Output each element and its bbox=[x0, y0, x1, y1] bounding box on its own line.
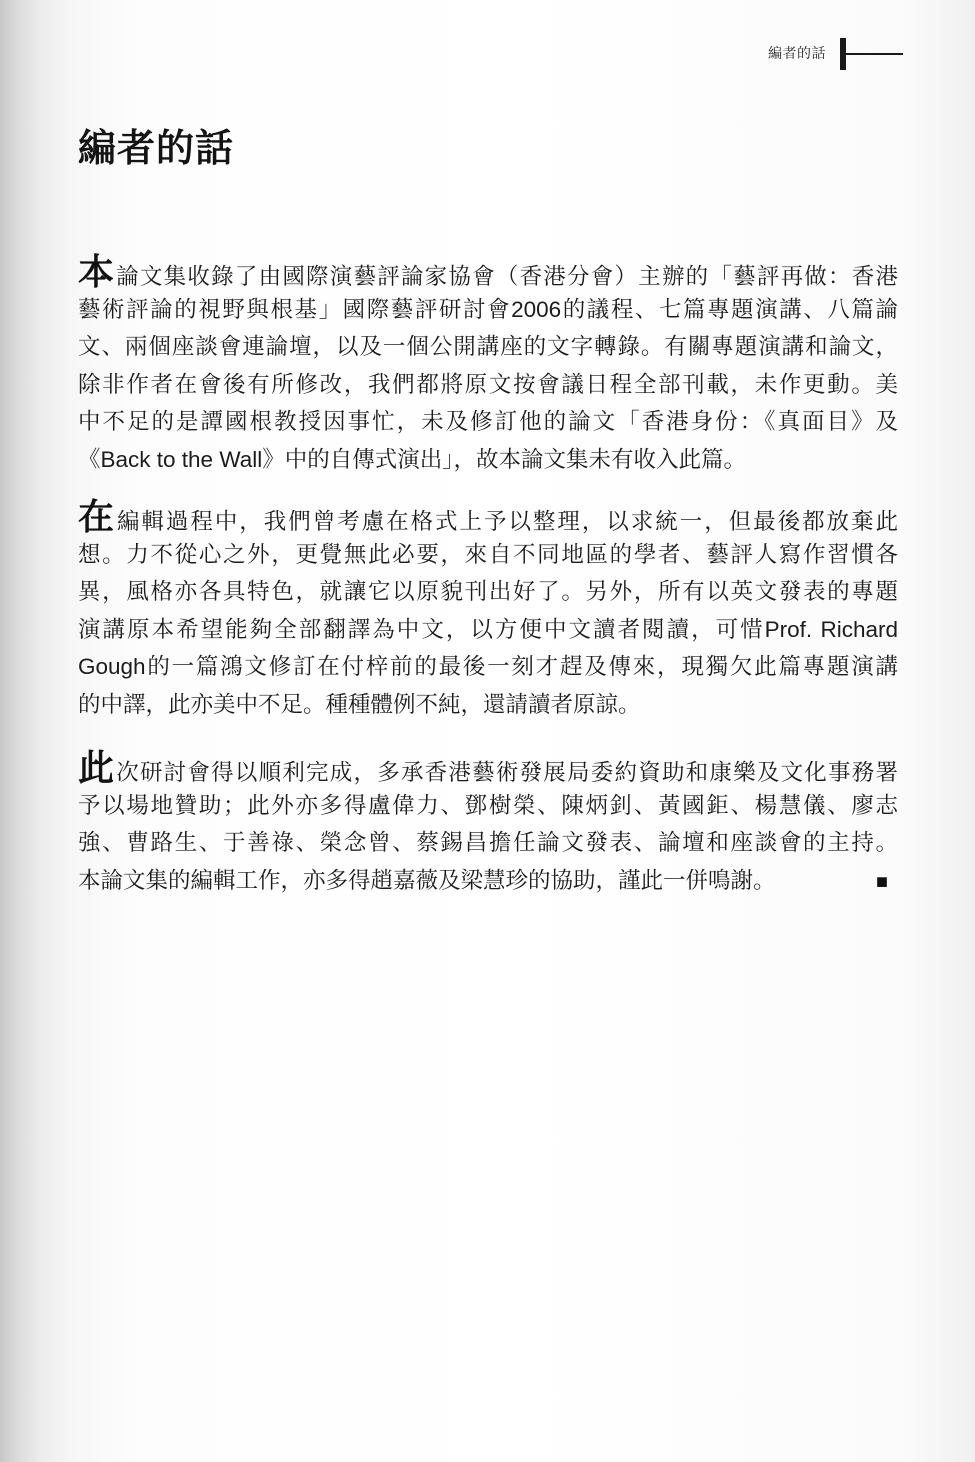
paragraph-2 bbox=[78, 498, 898, 723]
text-line: 予以場地贊助；此外亦多得盧偉力、鄧樹榮、陳炳釗、黃國鉅、楊慧儀、廖志 bbox=[78, 792, 898, 818]
end-mark-icon: ■ bbox=[875, 870, 888, 893]
drop-initial: 在 bbox=[78, 496, 116, 537]
text-line: 強、曹路生、于善祿、榮念曾、蔡錫昌擔任論文發表、論壇和座談會的主持。 bbox=[78, 830, 898, 855]
text-line: 的中譯，此亦美中不足。種種體例不純，還請讀者原諒。 bbox=[78, 691, 641, 717]
line-text: 次研討會得以順利完成，多承香港藝術發展局委約資助和康樂及文化事務署 bbox=[116, 760, 898, 785]
text-line bbox=[78, 749, 898, 787]
drop-initial: 本 bbox=[78, 251, 116, 292]
paragraph-1 bbox=[78, 253, 898, 478]
text-line: 《Back to the Wall》中的自傳式演出」，故本論文集未有收入此篇。 bbox=[78, 446, 746, 472]
text-line: 藝術評論的視野與根基」國際藝評研討會2006的議程、七篇專題演講、八篇論 bbox=[78, 296, 898, 322]
text-line bbox=[78, 862, 898, 900]
text-line: 文、兩個座談會連論壇，以及一個公開講座的文字轉錄。有關專題演講和論文， bbox=[78, 334, 898, 359]
running-head: 編者的話 bbox=[768, 45, 826, 61]
text-line: 想。力不從心之外，更覺無此必要，來自不同地區的學者、藝評人寫作習慣各 bbox=[78, 541, 898, 567]
line-text: 本論文集的編輯工作，亦多得趙嘉薇及梁慧珍的協助，謹此一併鳴謝。 bbox=[78, 867, 776, 893]
text-line: 除非作者在會後有所修改，我們都將原文按會議日程全部刊載，未作更動。美 bbox=[78, 371, 898, 397]
text-line: Gough的一篇鴻文修訂在付梓前的最後一刻才趕及傳來，現獨欠此篇專題演講 bbox=[78, 654, 898, 679]
drop-initial: 此 bbox=[78, 747, 116, 788]
paragraph-3 bbox=[78, 749, 898, 899]
running-head-rule bbox=[846, 53, 903, 55]
text-line: 中不足的是譚國根教授因事忙，未及修訂他的論文「香港身份：《真面目》及 bbox=[78, 409, 898, 434]
text-line: 異，風格亦各具特色，就讓它以原貌刊出好了。另外，所有以英文發表的專題 bbox=[78, 579, 898, 604]
text-line bbox=[78, 253, 898, 291]
line-text: 論文集收錄了由國際演藝評論家協會（香港分會）主辦的「藝評再做：香港 bbox=[116, 264, 898, 289]
text-line bbox=[78, 498, 898, 536]
text-line: 演講原本希望能夠全部翻譯為中文，以方便中文讀者閱讀，可惜Prof. Richard bbox=[78, 616, 898, 642]
line-text: 編輯過程中，我們曾考慮在格式上予以整理，以求統一，但最後都放棄此 bbox=[116, 509, 898, 534]
page-title: 編者的話 bbox=[78, 128, 235, 170]
